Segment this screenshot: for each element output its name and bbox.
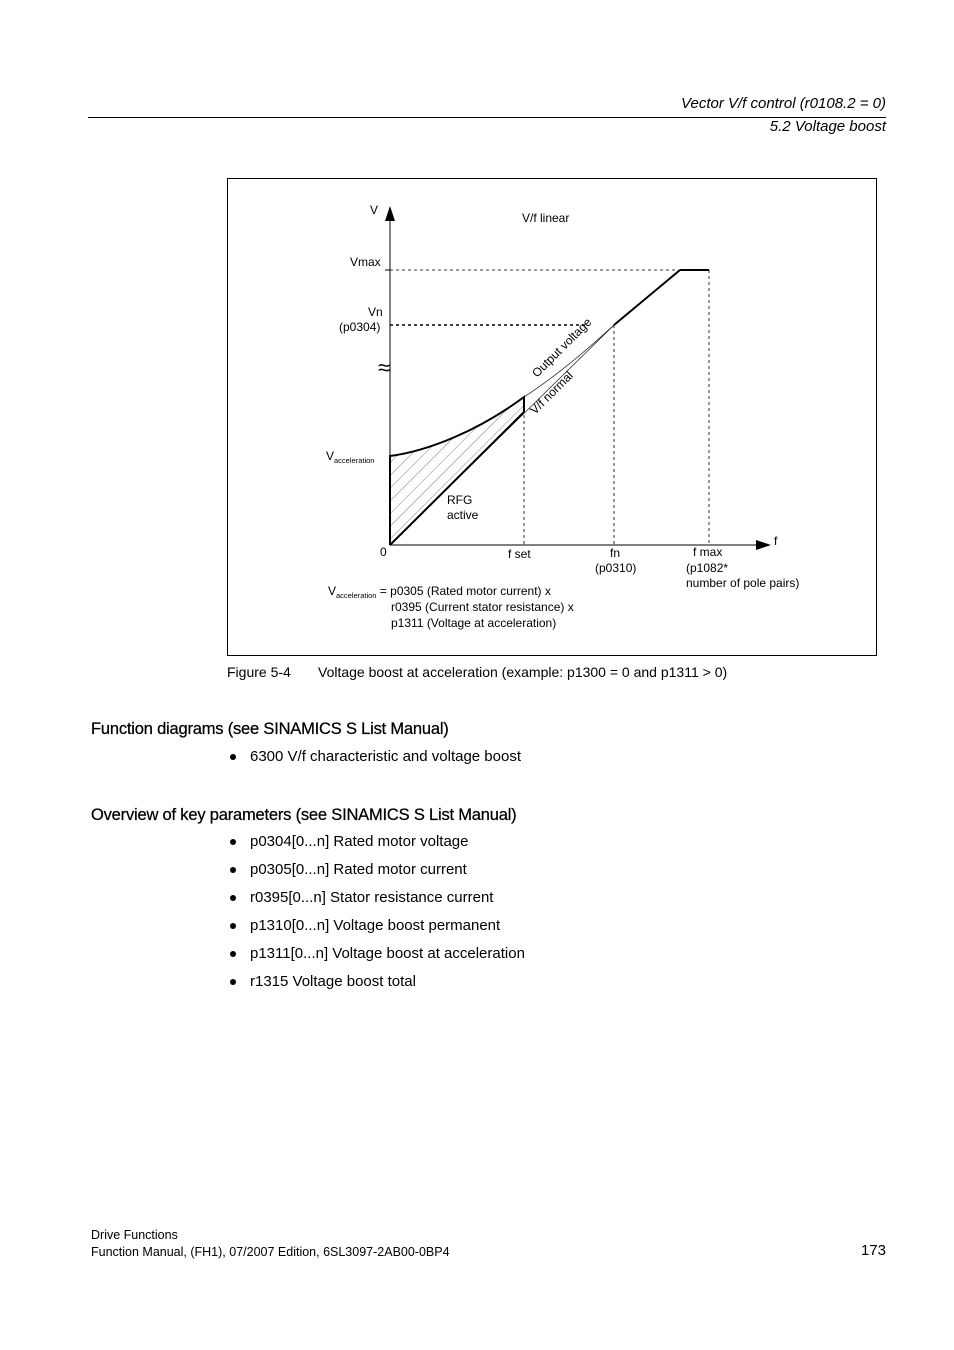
rfg-label: RFG: [447, 493, 473, 507]
formula-line-1: $V_{acceleration} = p0305$ (Rated motor current) x: [328, 584, 551, 600]
fmax-label: f max: [693, 545, 723, 559]
vf-normal-label: V/f normal: [527, 368, 576, 418]
list-item: p0305[0...n] Rated motor current: [230, 861, 525, 889]
function-diagrams-heading: Function diagrams (see SINAMICS S List Manual): [91, 720, 449, 738]
fset-label: f set: [508, 547, 531, 561]
list-item: p1311[0...n] Voltage boost at acceleration: [230, 945, 525, 973]
vn-label: Vn: [368, 305, 383, 319]
voltage-boost-diagram: [228, 179, 876, 655]
footer-title: Drive Functions: [91, 1228, 178, 1242]
running-header-section: 5.2 Voltage boost: [769, 118, 886, 135]
bullet-icon: [230, 867, 236, 873]
fmax-pole-label: number of pole pairs): [686, 576, 800, 590]
fn-param-label: (p0310): [595, 561, 637, 575]
footer-edition: Function Manual, (FH1), 07/2007 Edition, 6SL3097-2AB00-0BP4: [91, 1245, 450, 1259]
v-axis-arrow: [385, 206, 395, 221]
bullet-icon: [230, 754, 236, 760]
figure-voltage-boost: [227, 178, 877, 656]
vn-param-label: (p0304): [339, 320, 381, 334]
key-parameters-list: [230, 833, 525, 1001]
function-diagrams-list: [230, 748, 521, 776]
vmax-label: Vmax: [350, 255, 381, 269]
bullet-icon: [230, 839, 236, 845]
origin-label: 0: [380, 545, 387, 559]
v-acceleration-label: $V_{acceleration}$: [326, 449, 375, 465]
fn-label: fn: [610, 546, 621, 560]
formula-line-3: p1311 (Voltage at acceleration): [391, 616, 557, 630]
bullet-icon: [230, 979, 236, 985]
bullet-icon: [230, 951, 236, 957]
rfg-active-label: active: [447, 508, 479, 522]
figure-caption-number: Figure 5-4: [227, 664, 291, 680]
key-parameters-heading: Overview of key parameters (see SINAMICS S List Manual): [91, 806, 517, 824]
vf-linear-label: V/f linear: [522, 211, 570, 225]
figure-caption-text: Voltage boost at acceleration (example: p1300 = 0 and p1311 > 0): [318, 664, 728, 680]
list-item: r1315 Voltage boost total: [230, 973, 525, 1001]
list-item: p1310[0...n] Voltage boost permanent: [230, 917, 525, 945]
page-number: 173: [860, 1242, 886, 1259]
vf-linear-upper: [614, 270, 680, 325]
list-item: p0304[0...n] Rated motor voltage: [230, 833, 525, 861]
f-axis-arrow: [756, 540, 771, 550]
running-header-chapter: Vector V/f control (r0108.2 = 0): [681, 95, 886, 112]
bullet-icon: [230, 895, 236, 901]
list-item: r0395[0...n] Stator resistance current: [230, 889, 525, 917]
bullet-icon: [230, 923, 236, 929]
formula-line-2: r0395 (Current stator resistance) x: [391, 600, 574, 614]
header-rule: [88, 117, 886, 118]
output-voltage-label: Output voltage: [529, 315, 595, 381]
v-axis-label: V: [370, 203, 379, 217]
list-item: 6300 V/f characteristic and voltage boost: [230, 748, 521, 776]
fmax-param-label: (p1082*: [686, 561, 729, 575]
f-axis-label: f: [774, 534, 778, 548]
approx-symbol: ≈: [378, 355, 391, 380]
